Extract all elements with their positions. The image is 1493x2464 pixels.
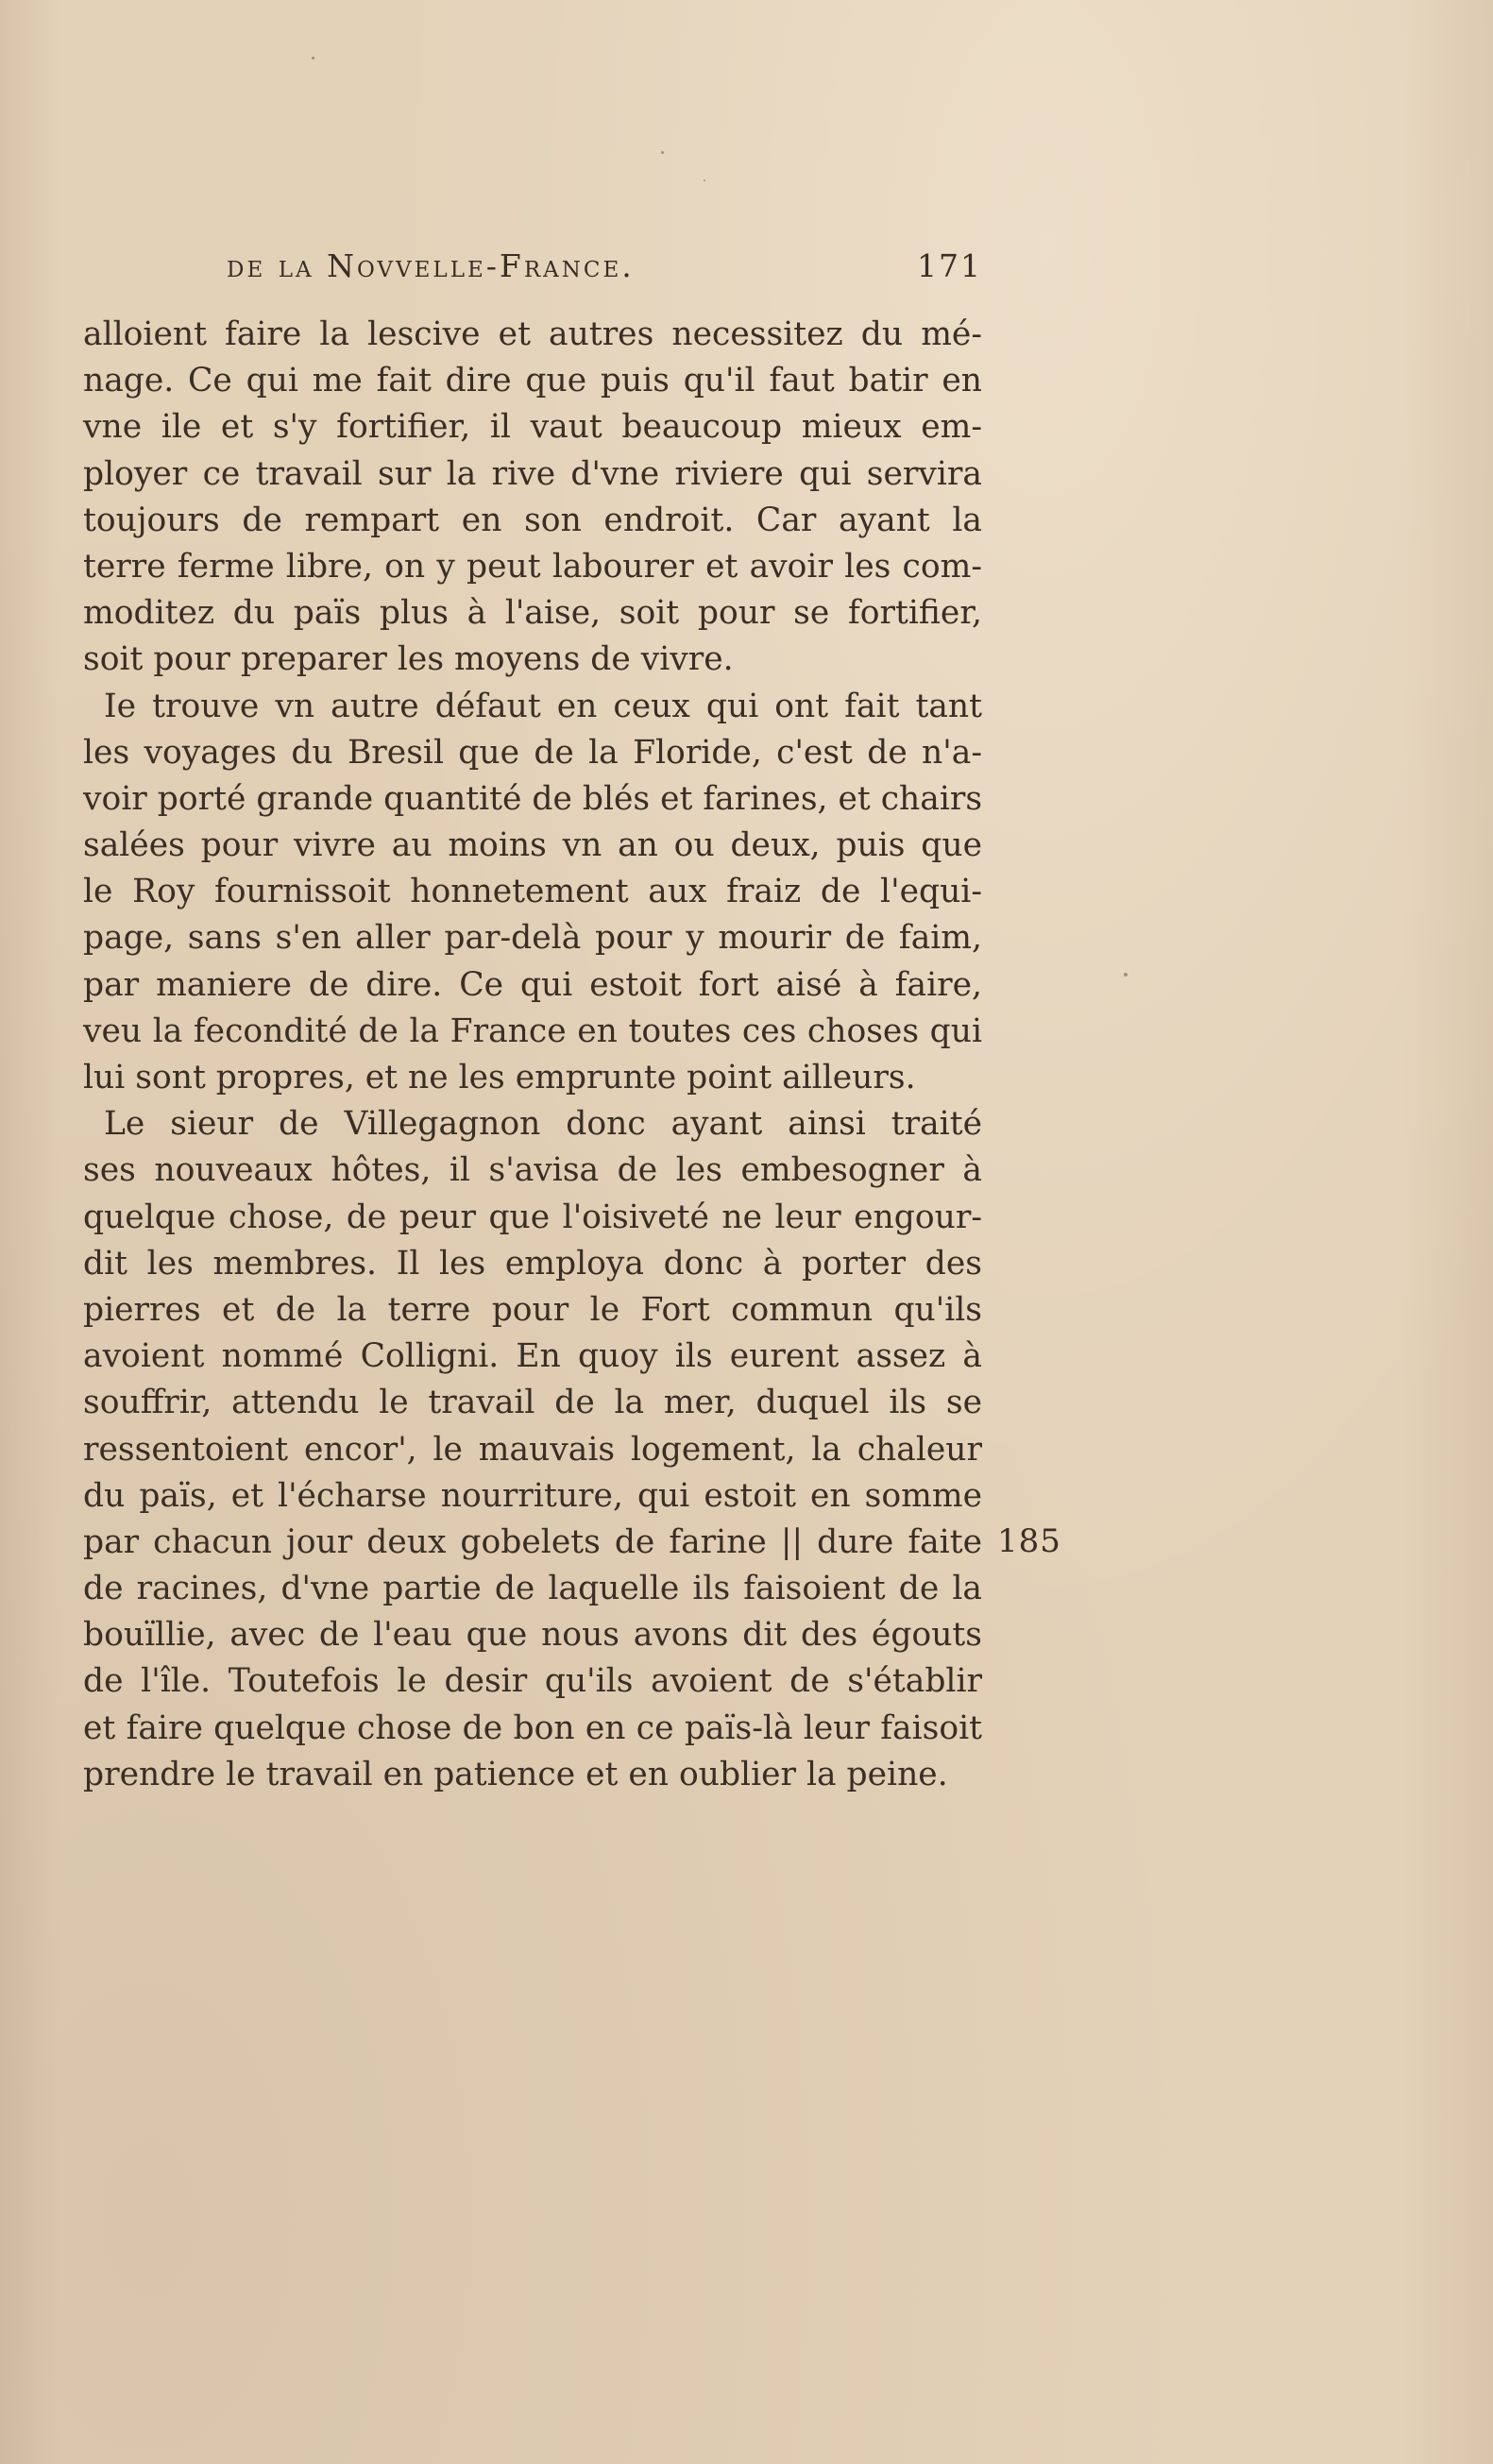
text-line: du païs, et l'écharse nourriture, qui estoit en somme: [83, 1476, 982, 1515]
text-line: toujours de rempart en son endroit. Car ayant la: [83, 501, 982, 539]
body-text: [83, 312, 982, 1798]
text-line: veu la fecondité de la France en toutes ces choses qui: [83, 1011, 982, 1050]
margin-page-reference: 185: [997, 1522, 1061, 1560]
running-header: [227, 247, 982, 291]
text-line: et faire quelque chose de bon en ce païs-là leur faisoit: [83, 1708, 982, 1747]
text-line: le Roy fournissoit honnetement aux fraiz de l'equi-: [83, 873, 982, 911]
text-line: ressentoient encor', le mauvais logement, la chaleur: [83, 1430, 982, 1469]
text-line: bouïllie, avec de l'eau que nous avons dit des égouts: [83, 1616, 982, 1655]
text-line: page, sans s'en aller par-delà pour y mourir de faim,: [83, 919, 982, 958]
text-line: dit les membres. Il les employa donc à porter des: [83, 1244, 982, 1283]
text-line: de racines, d'vne partie de laquelle ils faisoient de la: [83, 1570, 982, 1608]
text-line: ployer ce travail sur la rive d'vne riviere qui servira: [83, 454, 982, 493]
text-line: quelque chose, de peur que l'oisiveté ne leur engour-: [83, 1198, 982, 1236]
text-line: avoient nommé Colligni. En quoy ils eurent assez à: [83, 1337, 982, 1376]
text-line: de l'île. Toutefois le desir qu'ils avoient de s'établir: [83, 1662, 982, 1701]
text-line: nage. Ce qui me fait dire que puis qu'il faut batir en: [83, 362, 982, 400]
text-line: lui sont propres, et ne les emprunte point ailleurs.: [83, 1059, 916, 1096]
text-line: voir porté grande quantité de blés et farines, et chairs: [83, 779, 983, 818]
text-line: alloient faire la lescive et autres necessitez du mé-: [83, 315, 982, 353]
text-line: terre ferme libre, on y peut labourer et avoir les com-: [83, 547, 982, 586]
text-line: soit pour preparer les moyens de vivre.: [83, 640, 734, 679]
text-line: par chacun jour deux gobelets de farine || dure faite: [83, 1522, 982, 1561]
text-line: moditez du païs plus à l'aise, soit pour se fortifier,: [83, 594, 982, 633]
text-line: Le sieur de Villegagnon donc ayant ainsi traité: [104, 1105, 982, 1144]
text-line: ses nouveaux hôtes, il s'avisa de les embesogner à: [83, 1151, 982, 1190]
text-line: par maniere de dire. Ce qui estoit fort aisé à faire,: [83, 965, 982, 1004]
text-line: Ie trouve vn autre défaut en ceux qui ont fait tant: [104, 687, 982, 725]
running-title: de la Novvelle-France.: [227, 247, 635, 284]
page-number: 171: [917, 247, 982, 284]
text-line: vne ile et s'y fortifier, il vaut beaucoup mieux em-: [83, 408, 982, 447]
text-line: pierres et de la terre pour le Fort commun qu'ils: [83, 1290, 982, 1329]
text-line: prendre le travail en patience et en oublier la peine.: [83, 1755, 948, 1793]
text-line: salées pour vivre au moins vn an ou deux, puis que: [83, 826, 982, 865]
text-line: souffrir, attendu le travail de la mer, duquel ils se: [83, 1384, 982, 1422]
text-line: les voyages du Bresil que de la Floride, c'est de n'a-: [83, 733, 982, 772]
